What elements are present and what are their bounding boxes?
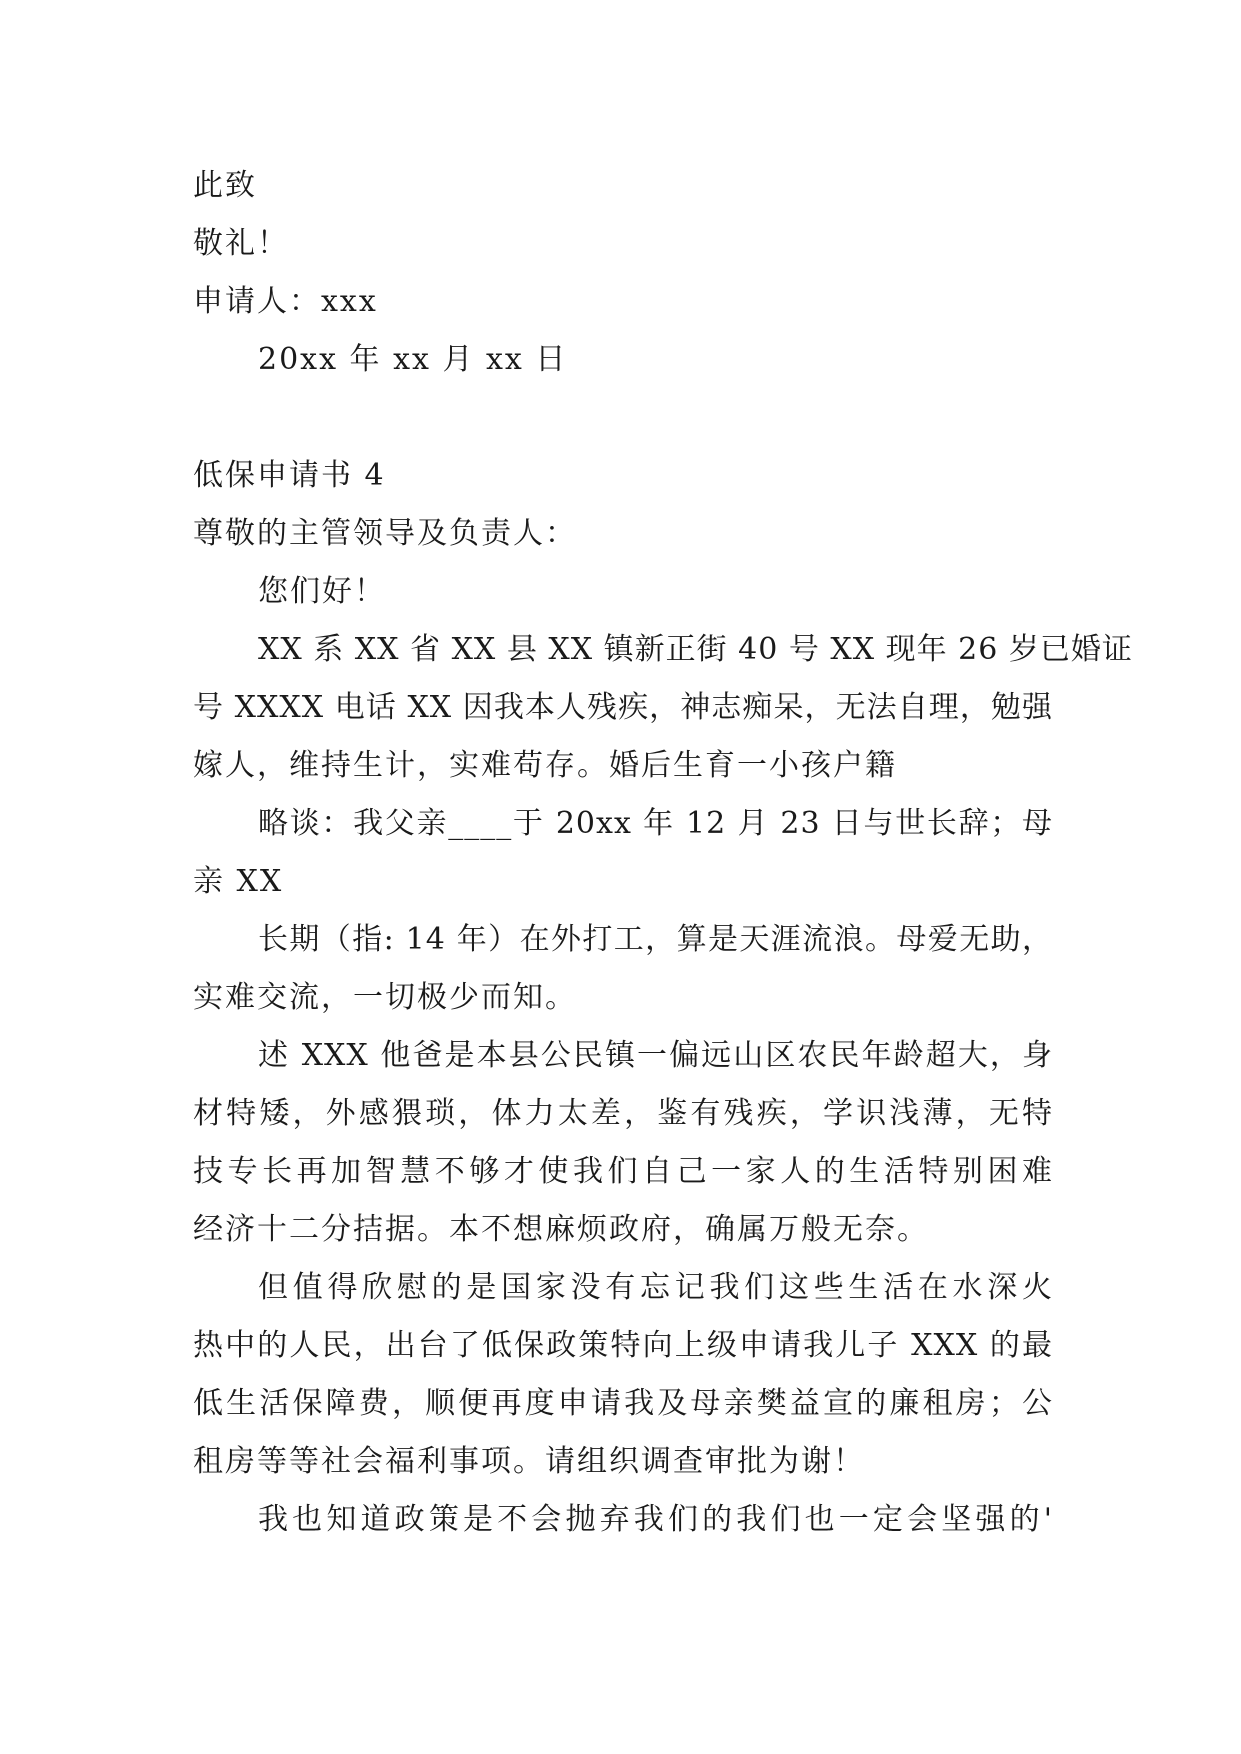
body-line: 租房等等社会福利事项。请组织调查审批为谢！ <box>193 1444 865 1479</box>
body-line: 略谈：我父亲____于 20xx 年 12 月 23 日与世长辞；母 <box>258 806 1053 841</box>
body-line: 材特矮，外感猥琐，体力太差，鉴有残疾，学识浅薄，无特 <box>193 1096 1053 1131</box>
closing-regards: 敬礼！ <box>193 226 289 261</box>
letter-title: 低保申请书 4 <box>193 458 386 493</box>
applicant-signature: 申请人：xxx <box>193 284 378 319</box>
signature-date: 20xx 年 xx 月 xx 日 <box>258 342 568 377</box>
body-line: XX 系 XX 省 XX 县 XX 镇新正街 40 号 XX 现年 26 岁已婚证 <box>258 632 1133 667</box>
body-line: 但值得欣慰的是国家没有忘记我们这些生活在水深火 <box>258 1270 1053 1305</box>
closing-salutation: 此致 <box>193 168 257 203</box>
body-line: 热中的人民，出台了低保政策特向上级申请我儿子 XXX 的最 <box>193 1328 1053 1363</box>
body-line: 长期（指: 14 年）在外打工，算是天涯流浪。母爱无助， <box>258 922 1053 957</box>
body-line: 低生活保障费，顺便再度申请我及母亲樊益宣的廉租房；公 <box>193 1386 1053 1421</box>
letter-addressee: 尊敬的主管领导及负责人： <box>193 516 577 551</box>
body-line: 嫁人，维持生计，实难苟存。婚后生育一小孩户籍 <box>193 748 897 783</box>
body-line: 述 XXX 他爸是本县公民镇一偏远山区农民年龄超大，身 <box>258 1038 1053 1073</box>
body-line: 实难交流，一切极少而知。 <box>193 980 577 1015</box>
body-line: 技专长再加智慧不够才使我们自己一家人的生活特别困难 <box>193 1154 1053 1189</box>
body-line: 号 XXXX 电话 XX 因我本人残疾，神志痴呆，无法自理，勉强 <box>193 690 1053 725</box>
body-line: 经济十二分拮据。本不想麻烦政府，确属万般无奈。 <box>193 1212 929 1247</box>
body-line: 我也知道政策是不会抛弃我们的我们也一定会坚强的' <box>258 1502 1053 1537</box>
letter-greeting: 您们好！ <box>258 574 386 609</box>
body-line: 亲 XX <box>193 864 284 899</box>
